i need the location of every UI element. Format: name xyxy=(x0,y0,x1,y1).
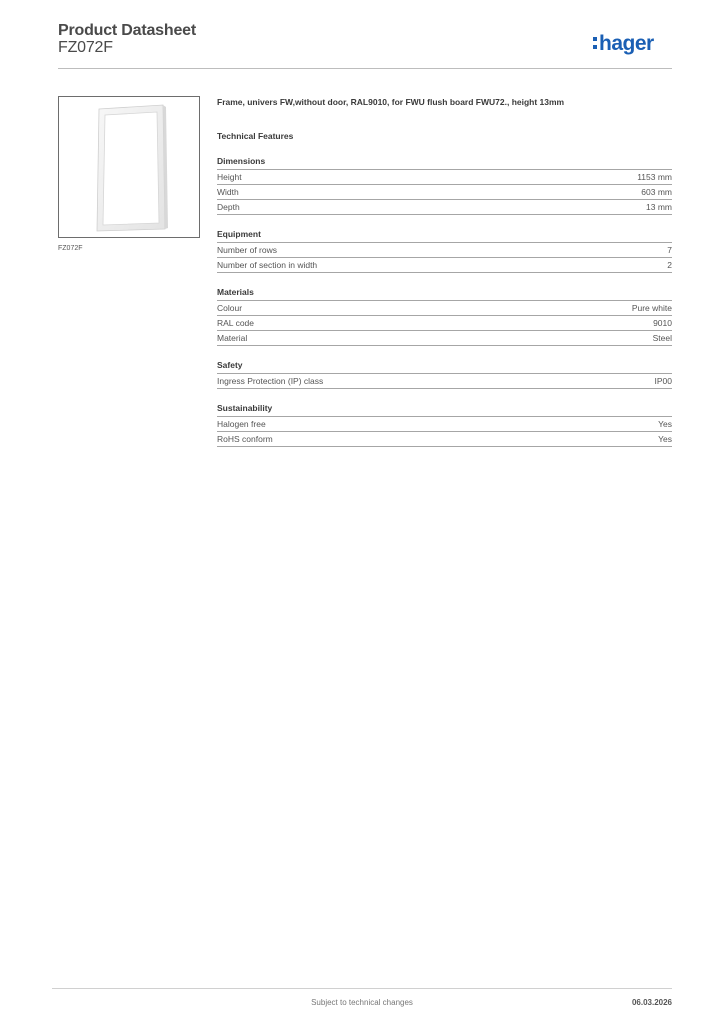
spec-value: Pure white xyxy=(631,303,672,313)
spec-label: Width xyxy=(217,187,239,197)
spec-label: RoHS conform xyxy=(217,434,273,444)
spec-label: Material xyxy=(217,333,248,343)
spec-row xyxy=(217,200,672,215)
section-safety xyxy=(217,359,672,389)
image-caption: FZ072F xyxy=(58,245,83,252)
footer-divider xyxy=(52,988,672,989)
spec-row xyxy=(217,316,672,331)
svg-text:hager: hager xyxy=(599,32,654,55)
spec-value: 2 xyxy=(667,260,672,270)
spec-row xyxy=(217,432,672,447)
section-title: Sustainability xyxy=(217,402,672,417)
spec-value: 7 xyxy=(667,245,672,255)
spec-label: Colour xyxy=(217,303,243,313)
spec-value: 9010 xyxy=(653,318,672,328)
section-title: Materials xyxy=(217,286,672,301)
spec-value: IP00 xyxy=(654,376,672,386)
hager-logo xyxy=(592,28,672,56)
spec-label: Number of rows xyxy=(217,245,277,255)
product-code: FZ072F xyxy=(58,39,113,56)
spec-row xyxy=(217,170,672,185)
spec-value: Steel xyxy=(652,333,672,343)
spec-row xyxy=(217,301,672,316)
spec-row xyxy=(217,258,672,273)
section-title: Equipment xyxy=(217,228,672,243)
spec-label: Ingress Protection (IP) class xyxy=(217,376,324,386)
spec-label: Halogen free xyxy=(217,419,266,429)
section-equipment xyxy=(217,228,672,273)
footer-note: Subject to technical changes xyxy=(311,998,413,1007)
spec-value: 603 mm xyxy=(641,187,672,197)
spec-label: Height xyxy=(217,172,242,182)
spec-row xyxy=(217,243,672,258)
section-sustainability xyxy=(217,402,672,447)
spec-value: 13 mm xyxy=(646,202,672,212)
footer-date: 06.03.2026 xyxy=(631,998,672,1007)
section-dimensions xyxy=(217,155,672,215)
spec-row xyxy=(217,417,672,432)
section-title: Dimensions xyxy=(217,155,672,170)
datasheet-content xyxy=(217,96,672,447)
technical-features-heading: Technical Features xyxy=(217,131,294,141)
frame-illustration xyxy=(59,97,199,237)
section-materials xyxy=(217,286,672,346)
product-description: Frame, univers FW,without door, RAL9010, for FWU flush board FWU72., height 13mm xyxy=(217,97,565,107)
product-image xyxy=(58,96,200,238)
spec-label: Depth xyxy=(217,202,240,212)
spec-value: Yes xyxy=(658,419,672,429)
section-title: Safety xyxy=(217,359,672,374)
spec-value: Yes xyxy=(658,434,672,444)
spec-value: 1153 mm xyxy=(637,172,672,182)
spec-row xyxy=(217,331,672,346)
spec-row xyxy=(217,185,672,200)
spec-label: RAL code xyxy=(217,318,255,328)
spec-label: Number of section in width xyxy=(217,260,318,270)
page-title: Product Datasheet xyxy=(58,22,196,39)
header-divider xyxy=(58,68,672,69)
spec-row xyxy=(217,374,672,389)
